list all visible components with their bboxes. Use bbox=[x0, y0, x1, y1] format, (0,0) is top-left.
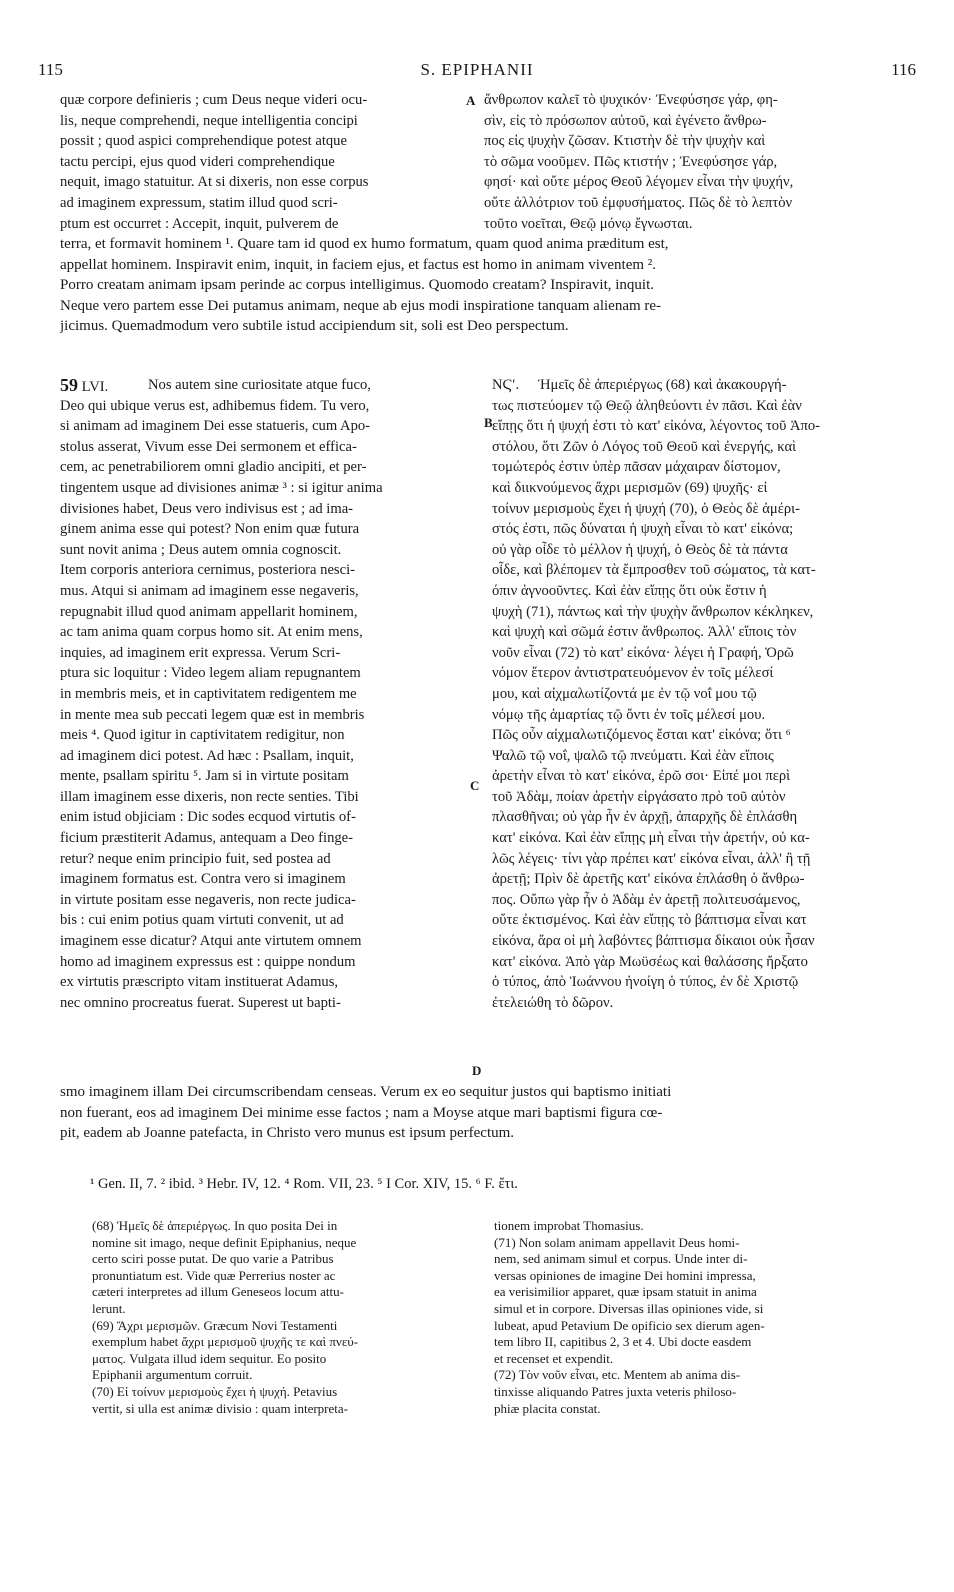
text-line: sunt novit anima ; Deus autem omnia cognoscit. bbox=[60, 541, 342, 558]
text-line: νόμῳ τῆς ἁμαρτίας τῷ ὄντι ἐν τοῖς μέλεσί μου. bbox=[492, 706, 766, 723]
text-line: καὶ ψυχὴ καὶ σῶμά ἐστιν ἄνθρωπος. Ἀλλ' εἴποις τὸν bbox=[492, 624, 797, 641]
text-line: ὁ τύπος, ἀπὸ Ἰωάννου ἠνοίγη ὁ τύπος, ἐν δὲ Χριστῷ bbox=[492, 974, 799, 991]
note-line: (70) Εἰ τοίνυν μερισμοὺς ἔχει ἡ ψυχή. Petavius bbox=[92, 1383, 338, 1399]
text-line: κατ' εἰκόνα. Ἀπὸ γὰρ Μωϋσέως καὶ θαλάσσης ἤρξατο bbox=[492, 953, 808, 970]
note-line: vertit, si ulla est animæ divisio : quam interpreta- bbox=[92, 1400, 348, 1416]
text-line: si animam ad imaginem Dei esse statueris, cum Apo- bbox=[60, 418, 371, 435]
note-line: nomine sit imago, neque definit Epiphanius, neque bbox=[92, 1234, 357, 1250]
text-line: pit, eadem ab Joanne patefacta, in Christo vero munus est ipsum perfectum. bbox=[60, 1125, 515, 1141]
running-header bbox=[38, 60, 916, 84]
section-margin-number: 59 bbox=[60, 375, 78, 395]
text-line: terra, et formavit hominem ¹. Quare tam id quod ex humo formatum, quam quod anima præditum est, bbox=[60, 236, 669, 252]
text-line: οἶδε, καὶ βλέπομεν τὰ ἔμπροσθεν τοῦ σώματος, τὰ κατ- bbox=[492, 562, 816, 579]
note-line: phiæ placita constat. bbox=[494, 1400, 601, 1416]
text-line: οὔτε ἀλλότριον τοῦ ἐμφυσήματος. Πῶς δὲ τὸ λεπτὸν bbox=[484, 194, 793, 211]
section-number-latin: LVI. bbox=[81, 379, 109, 395]
section-number-greek: ΝϚʹ. bbox=[492, 377, 520, 393]
note-line: exemplum habet ἄχρι μερισμοῦ ψυχῆς τε καὶ πνεύ- bbox=[92, 1334, 359, 1350]
text-line: τοίνυν μερισμοὺς ἔχει ἡ ψυχή (70), ὁ Θεὸς δὲ ἀμέρι- bbox=[492, 500, 800, 517]
text-line: ex virtutis præscripto vitam instituerat Adamus, bbox=[60, 974, 339, 991]
text-line: τὸ σῶμα νοοῦμεν. Πῶς κτιστήν ; Ἐνεφύσησε γάρ, bbox=[484, 153, 778, 170]
latin-column-main bbox=[60, 375, 465, 1013]
text-line: tactu percipi, ejus quod videri comprehendique bbox=[60, 153, 335, 170]
text-line: κατ' εἰκόνα. Καὶ ἐὰν εἴπῃς μὴ εἶναι τὴν ἀρετήν, οὐ κα- bbox=[492, 830, 810, 847]
text-line: πλασθῆναι; οὐ γὰρ ἦν ἐν ἀρχῇ, ἀπαρχῆς δὲ ἐπλάσθη bbox=[492, 809, 798, 826]
text-line: όπιν ἀγνοοῦντες. Καὶ ἐὰν εἴπῃς ὅτι οὐκ ἔστιν ἡ bbox=[492, 582, 767, 599]
text-line: ac tam anima quam corpus homo sit. At enim mens, bbox=[60, 624, 363, 641]
text-line: possit ; quod aspici comprehendique potest atque bbox=[60, 133, 347, 150]
text-line: stolus asserat, Vivum esse Dei sermonem et effica- bbox=[60, 438, 357, 455]
text-line: bis : cui enim potius quam virtuti convenit, ut ad bbox=[60, 912, 344, 929]
text-line: Πῶς οὖν αἰχμαλωτιζόμενος ἔσται κατ' εἰκόνα; ὅτι ⁶ bbox=[492, 727, 791, 744]
text-line: ginem anima esse qui potest? Non enim quæ futura bbox=[60, 521, 360, 538]
left-page-number: 115 bbox=[38, 60, 63, 79]
text-line: ficium præstiterit Adamus, antequam a Deo finge- bbox=[60, 830, 354, 847]
text-line: jicimus. Quemadmodum vero subtile istud accipiendum sit, soli est Deo perspectum. bbox=[60, 318, 569, 334]
note-line: tem libro II, capitibus 2, 3 et 4. Ubi docte easdem bbox=[494, 1334, 752, 1350]
text-line: ἄνθρωπον καλεῖ τὸ ψυχικόν· Ἐνεφύσησε γάρ, φη- bbox=[484, 92, 778, 108]
footnotes: ¹ Gen. II, 7. ² ibid. ³ Hebr. IV, 12. ⁴ Rom. VII, 23. ⁵ I Cor. XIV, 15. ⁶ F. ἔτι. bbox=[90, 1176, 518, 1192]
text-line: divisiones habet, Deus vero indivisus est ; ad ima- bbox=[60, 500, 354, 517]
text-line: τοῦ Ἀδὰμ, ποίαν ἀρετὴν εἰργάσατο πρὸ τοῦ αὐτὸν bbox=[492, 788, 786, 805]
note-line: lubeat, apud Petavium De opificio sex dierum agen- bbox=[494, 1317, 765, 1333]
latin-full-width-paragraph bbox=[60, 234, 894, 337]
text-line: οὔτε ἐκτισμένος. Καὶ ἐὰν εἴπῃς τὸ βάπτισμα εἶναι κατ bbox=[492, 912, 807, 929]
text-line: in virtute positam esse negaveris, non recte judica- bbox=[60, 891, 356, 908]
text-line: ad imaginem expressum, statim illud quod scri- bbox=[60, 194, 338, 211]
text-line: νόμον ἕτερον ἀντιστρατευόμενον ἐν τοῖς μέλεσί bbox=[492, 665, 774, 682]
text-line: ἐτελειώθη τὸ δῶρον. bbox=[492, 994, 614, 1011]
greek-column-main bbox=[492, 375, 894, 1013]
latin-full-width-conclusion bbox=[60, 1082, 894, 1144]
text-line: ψυχὴ (71), πάντως καὶ τὴν ψυχὴν ἄνθρωπον κέκληκεν, bbox=[492, 603, 814, 620]
note-line: (72) Τὸν νοῦν εἶναι, etc. Mentem ab anima dis- bbox=[494, 1367, 741, 1383]
text-line: illam imaginem esse dixeris, non recte senties. Tibi bbox=[60, 788, 359, 805]
text-line: retur? neque enim principio fuit, sed postea ad bbox=[60, 850, 331, 867]
right-page-number: 116 bbox=[891, 60, 916, 79]
note-line: et recenset et expendit. bbox=[494, 1350, 614, 1366]
note-line: (68) Ἡμεῖς δὲ ἀπεριέργως. In quo posita Dei in bbox=[92, 1218, 338, 1233]
text-line: πος. Οὔπω γὰρ ἦν ὁ Ἀδὰμ ἐν ἀρετῇ πολιτευσάμενος, bbox=[492, 891, 801, 908]
text-line: τοῦτο νοεῖται, Θεῷ μόνῳ ἔγνωσται. bbox=[484, 215, 693, 232]
text-line: non fuerant, eos ad imaginem Dei minime esse factos ; nam a Moyse atque mari baptismi figura cœ- bbox=[60, 1104, 663, 1121]
page-title: S. EPIPHANII bbox=[420, 60, 534, 79]
text-line: imaginem esse dicatur? Atqui ante virtutem omnem bbox=[60, 933, 362, 950]
latin-column-top bbox=[60, 90, 465, 234]
text-line: meis ⁴. Quod igitur in captivitatem redigitur, non bbox=[60, 727, 345, 744]
margin-marker-d: D bbox=[472, 1063, 482, 1078]
text-line: τομώτερός ἐστιν ὑπὲρ πᾶσαν μάχαιραν δίστομον, bbox=[492, 459, 781, 476]
margin-marker-b: B bbox=[484, 415, 493, 430]
text-line: στόλου, ὅτι Ζῶν ὁ Λόγος τοῦ Θεοῦ καὶ ἐνεργής, καὶ bbox=[492, 438, 797, 455]
text-line: πος εἰς ψυχὴν ζῶσαν. Κτιστὴν δὲ τὴν ψυχὴν καὶ bbox=[484, 133, 766, 150]
text-line: quæ corpore definieris ; cum Deus neque videri ocu- bbox=[60, 92, 368, 108]
text-line: Ἡμεῖς δὲ ἀπεριέργως (68) καὶ ἀκακουργή- bbox=[538, 377, 787, 393]
note-line: nem, sed animam simul et corpus. Unde inter di- bbox=[494, 1251, 748, 1267]
note-line: simul et in corpore. Diversas illas opiniones vide, si bbox=[494, 1300, 764, 1316]
text-line: inquies, ad imaginem erit expressa. Verum Scri- bbox=[60, 644, 341, 661]
text-line: mente, psallam spiritu ⁵. Jam si in virtute positam bbox=[60, 768, 349, 785]
text-line: appellat hominem. Inspiravit enim, inquit, in faciem ejus, et factus est homo in animam viventem ². bbox=[60, 256, 657, 273]
text-line: repugnabit illud quod animam appellarit hominem, bbox=[60, 603, 358, 620]
note-line: tionem improbat Thomasius. bbox=[494, 1218, 644, 1233]
note-line: ματος. Vulgata illud idem sequitur. Eo posito bbox=[92, 1350, 327, 1366]
notes-right-column bbox=[494, 1218, 894, 1417]
note-line: certo sciri posse putat. De quo varie a Patribus bbox=[92, 1251, 334, 1267]
text-line: στός ἐστι, πῶς δύναται ἡ ψυχὴ εἶναι τὸ κατ' εἰκόνα; bbox=[492, 521, 794, 538]
text-line: ad imaginem dici potest. Ad hæc : Psallam, inquit, bbox=[60, 747, 354, 764]
text-line: lis, neque comprehendi, neque intelligentia concipi bbox=[60, 112, 358, 129]
text-line: ἀρετῇ; Πρὶν δὲ ἀρετῆς κατ' εἰκόνα ἐπλάσθη ὁ ἄνθρω- bbox=[492, 871, 805, 888]
text-line: Porro creatam animam ipsam perinde ac corpus intelligimus. Quomodo creatam? Inspiravit, inquit. bbox=[60, 277, 655, 293]
text-line: Item corporis anteriora cernimus, posteriora nesci- bbox=[60, 562, 356, 579]
text-line: ἀρετὴν εἶναι τὸ κατ' εἰκόνα, ἐρῶ σοι· Εἰπέ μοι περὶ bbox=[492, 768, 791, 785]
text-line: ptura sic loquitur : Video legem aliam repugnantem bbox=[60, 665, 361, 682]
greek-column-top bbox=[484, 90, 894, 234]
note-line: ea verisimilior apparet, quæ ipsam statuit in anima bbox=[494, 1284, 757, 1300]
text-line: λῶς λέγεις· τίνι γὰρ πρέπει κατ' εἰκόνα εἶναι, ἀλλ' ἢ τῇ bbox=[492, 850, 811, 867]
text-line: Nos autem sine curiositate atque fuco, bbox=[148, 377, 371, 393]
text-line: καὶ διικνούμενος ἄχρι μερισμῶν (69) ψυχῆς· εἰ bbox=[492, 479, 768, 496]
margin-marker-c: C bbox=[470, 778, 480, 793]
text-line: ptum est occurret : Accepit, inquit, pulverem de bbox=[60, 215, 339, 232]
note-line: lerunt. bbox=[92, 1300, 126, 1316]
note-line: (69) Ἄχρι μερισμῶν. Græcum Novi Testamenti bbox=[92, 1317, 338, 1333]
note-line: (71) Non solam animam appellavit Deus homi- bbox=[494, 1234, 740, 1250]
text-line: nec omnino procreatus fuerat. Superest ut bapti- bbox=[60, 994, 341, 1011]
text-line: smo imaginem illam Dei circumscribendam censeas. Verum ex eo sequitur justos qui baptismo initiati bbox=[60, 1084, 672, 1100]
text-line: homo ad imaginem expressus est : quippe nondum bbox=[60, 953, 356, 970]
text-line: in mente mea sub peccati legem quæ est in membris bbox=[60, 706, 365, 723]
text-line: τως πιστεύομεν τῷ Θεῷ ἀληθεύοντι ἐν πᾶσι. Καὶ ἐὰν bbox=[492, 397, 802, 414]
margin-marker-a: A bbox=[466, 93, 476, 108]
note-line: Epiphanii argumentum corruit. bbox=[92, 1367, 253, 1383]
notes-left-column bbox=[92, 1218, 472, 1417]
text-line: nequit, imago statuitur. At si dixeris, non esse corpus bbox=[60, 174, 369, 191]
text-line: Neque vero partem esse Dei putamus animam, neque ab ejus modi inspiratione tanquam alienam re- bbox=[60, 297, 662, 314]
text-line: imaginem formatus est. Contra vero si imaginem bbox=[60, 871, 346, 888]
text-line: μου, καὶ αἰχμαλωτίζοντά με ἐν τῷ νοΐ μου τῷ bbox=[492, 685, 757, 702]
note-line: pronuntiatum est. Vide quæ Perrerius noster ac bbox=[92, 1267, 336, 1283]
text-line: σὶν, εἰς τὸ πρόσωπον αὐτοῦ, καὶ ἐγένετο ἄνθρω- bbox=[484, 112, 767, 129]
text-line: φησί· καὶ οὔτε μέρος Θεοῦ λέγομεν εἶναι τὴν ψυχήν, bbox=[484, 174, 794, 191]
text-line: Deo qui ubique verus est, adhibemus fidem. Tu vero, bbox=[60, 397, 370, 414]
text-line: in membris meis, et in captivitatem redigentem me bbox=[60, 685, 357, 702]
note-line: cæteri interpretes ad illum Geneseos locum attu- bbox=[92, 1284, 344, 1300]
note-line: versas opiniones de imagine Dei homini impressa, bbox=[494, 1267, 756, 1283]
text-line: εἰκόνα, ἄρα οἱ μὴ λαβόντες βάπτισμα δίκαιοι οὐκ ἦσαν bbox=[492, 933, 815, 950]
text-line: εἴπῃς ὅτι ἡ ψυχή ἐστι τὸ κατ' εἰκόνα, λέγοντος τοῦ Ἀπο- bbox=[492, 418, 821, 435]
text-line: cem, ac penetrabiliorem omni gladio ancipiti, et per- bbox=[60, 459, 367, 476]
text-line: Ψαλῶ τῷ νοΐ, ψαλῶ τῷ πνεύματι. Καὶ ἐὰν εἴποις bbox=[492, 747, 774, 764]
text-line: mus. Atqui si animam ad imaginem esse negaveris, bbox=[60, 582, 359, 599]
text-line: tingentem usque ad divisiones animæ ³ : si igitur anima bbox=[60, 479, 383, 496]
text-line: οὐ γὰρ οἶδε τὸ μέλλον ἡ ψυχή, ὁ Θεὸς δὲ τὰ πάντα bbox=[492, 541, 788, 558]
text-line: enim istud objiciam : Dic sodes ecquod virtutis of- bbox=[60, 809, 356, 826]
text-line: νοῦν εἶναι (72) τὸ κατ' εἰκόνα· λέγει ἡ Γραφή, Ὁρῶ bbox=[492, 644, 794, 661]
note-line: tinxisse aliquando Patres juxta veteris philoso- bbox=[494, 1383, 737, 1399]
